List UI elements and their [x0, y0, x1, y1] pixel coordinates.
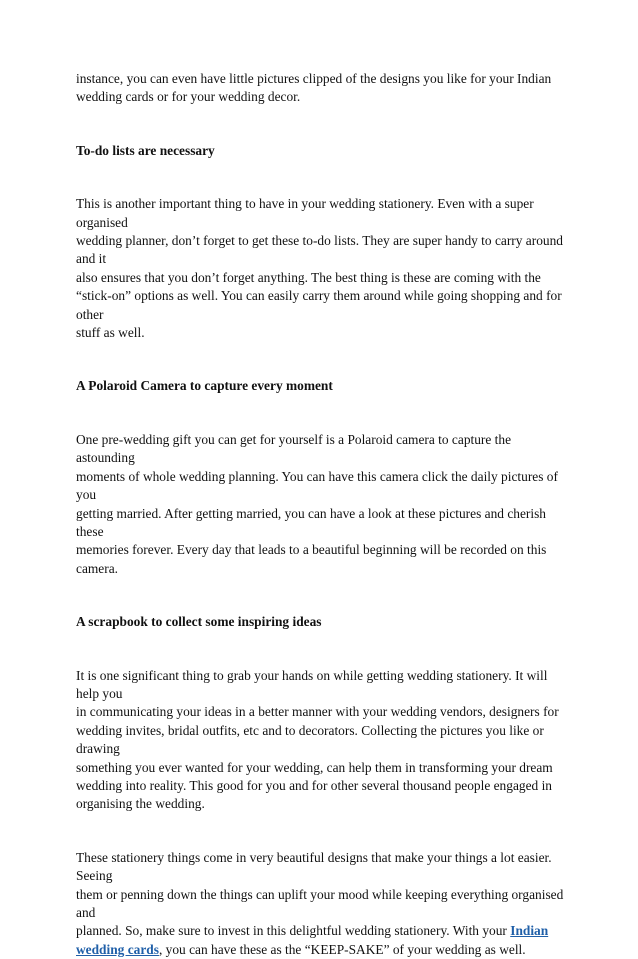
closing-line-1: These stationery things come in very beautiful designs that make your things a lot easier. Seeing	[76, 849, 552, 884]
polaroid-line-2: moments of whole wedding planning. You can have this camera click the daily pictures of you	[76, 468, 558, 503]
todo-line-4: “stick-on” options as well. You can easily carry them around while going shopping and for other	[76, 288, 562, 322]
intro-paragraph	[76, 70, 570, 107]
heading-todo-lists: To-do lists are necessary	[76, 142, 215, 158]
scrapbook-line-6: organising the wedding.	[76, 796, 205, 812]
polaroid-line-3: getting married. After getting married, you can have a look at these pictures and cherish these	[76, 505, 546, 539]
paragraph-polaroid-camera	[76, 431, 570, 578]
scrapbook-line-5: wedding into reality. This good for you and for other several thousand people engaged in	[76, 777, 552, 793]
scrapbook-line-1: It is one significant thing to grab your hands on while getting wedding stationery. It will help you	[76, 667, 548, 701]
closing-line-4: , you can have these as the “KEEP-SAKE” of your wedding as well.	[158, 941, 526, 957]
paragraph-scrapbook	[76, 667, 570, 814]
scrapbook-line-4: something you ever wanted for your wedding, can help them in transforming your dream	[76, 759, 553, 775]
closing-paragraph	[76, 849, 570, 959]
heading-scrapbook: A scrapbook to collect some inspiring ideas	[76, 614, 322, 630]
closing-line-3: planned. So, make sure to invest in this delightful wedding stationery. With your	[76, 923, 511, 939]
scrapbook-line-2: in communicating your ideas in a better manner with your wedding vendors, designers for	[76, 704, 559, 720]
todo-line-5: stuff as well.	[76, 325, 145, 341]
indian-wedding-cards-link-part-2[interactable]: wedding cards	[76, 941, 159, 957]
heading-polaroid-camera: A Polaroid Camera to capture every moment	[76, 378, 333, 394]
polaroid-line-1: One pre-wedding gift you can get for yourself is a Polaroid camera to capture the astounding	[76, 431, 512, 466]
todo-line-1: This is another important thing to have in your wedding stationery. Even with a super organised	[76, 196, 534, 230]
intro-line-1: instance, you can even have little pictures clipped of the designs you like for your Indian	[76, 71, 552, 86]
todo-line-3: also ensures that you don’t forget anything. The best thing is these are coming with the	[76, 269, 541, 285]
paragraph-todo-lists	[76, 195, 570, 342]
closing-line-2: them or penning down the things can uplift your mood while keeping everything organised and	[76, 886, 564, 920]
todo-line-2: wedding planner, don’t forget to get these to-do lists. They are super handy to carry around and it	[76, 233, 563, 267]
intro-line-2: wedding cards or for your wedding decor.	[76, 89, 301, 105]
scrapbook-line-3: wedding invites, bridal outfits, etc and to decorators. Collecting the pictures you like or drawing	[76, 722, 544, 757]
indian-wedding-cards-link-part-1[interactable]: Indian	[510, 923, 549, 939]
polaroid-line-4: memories forever. Every day that leads to a beautiful beginning will be recorded on this camera.	[76, 542, 547, 576]
